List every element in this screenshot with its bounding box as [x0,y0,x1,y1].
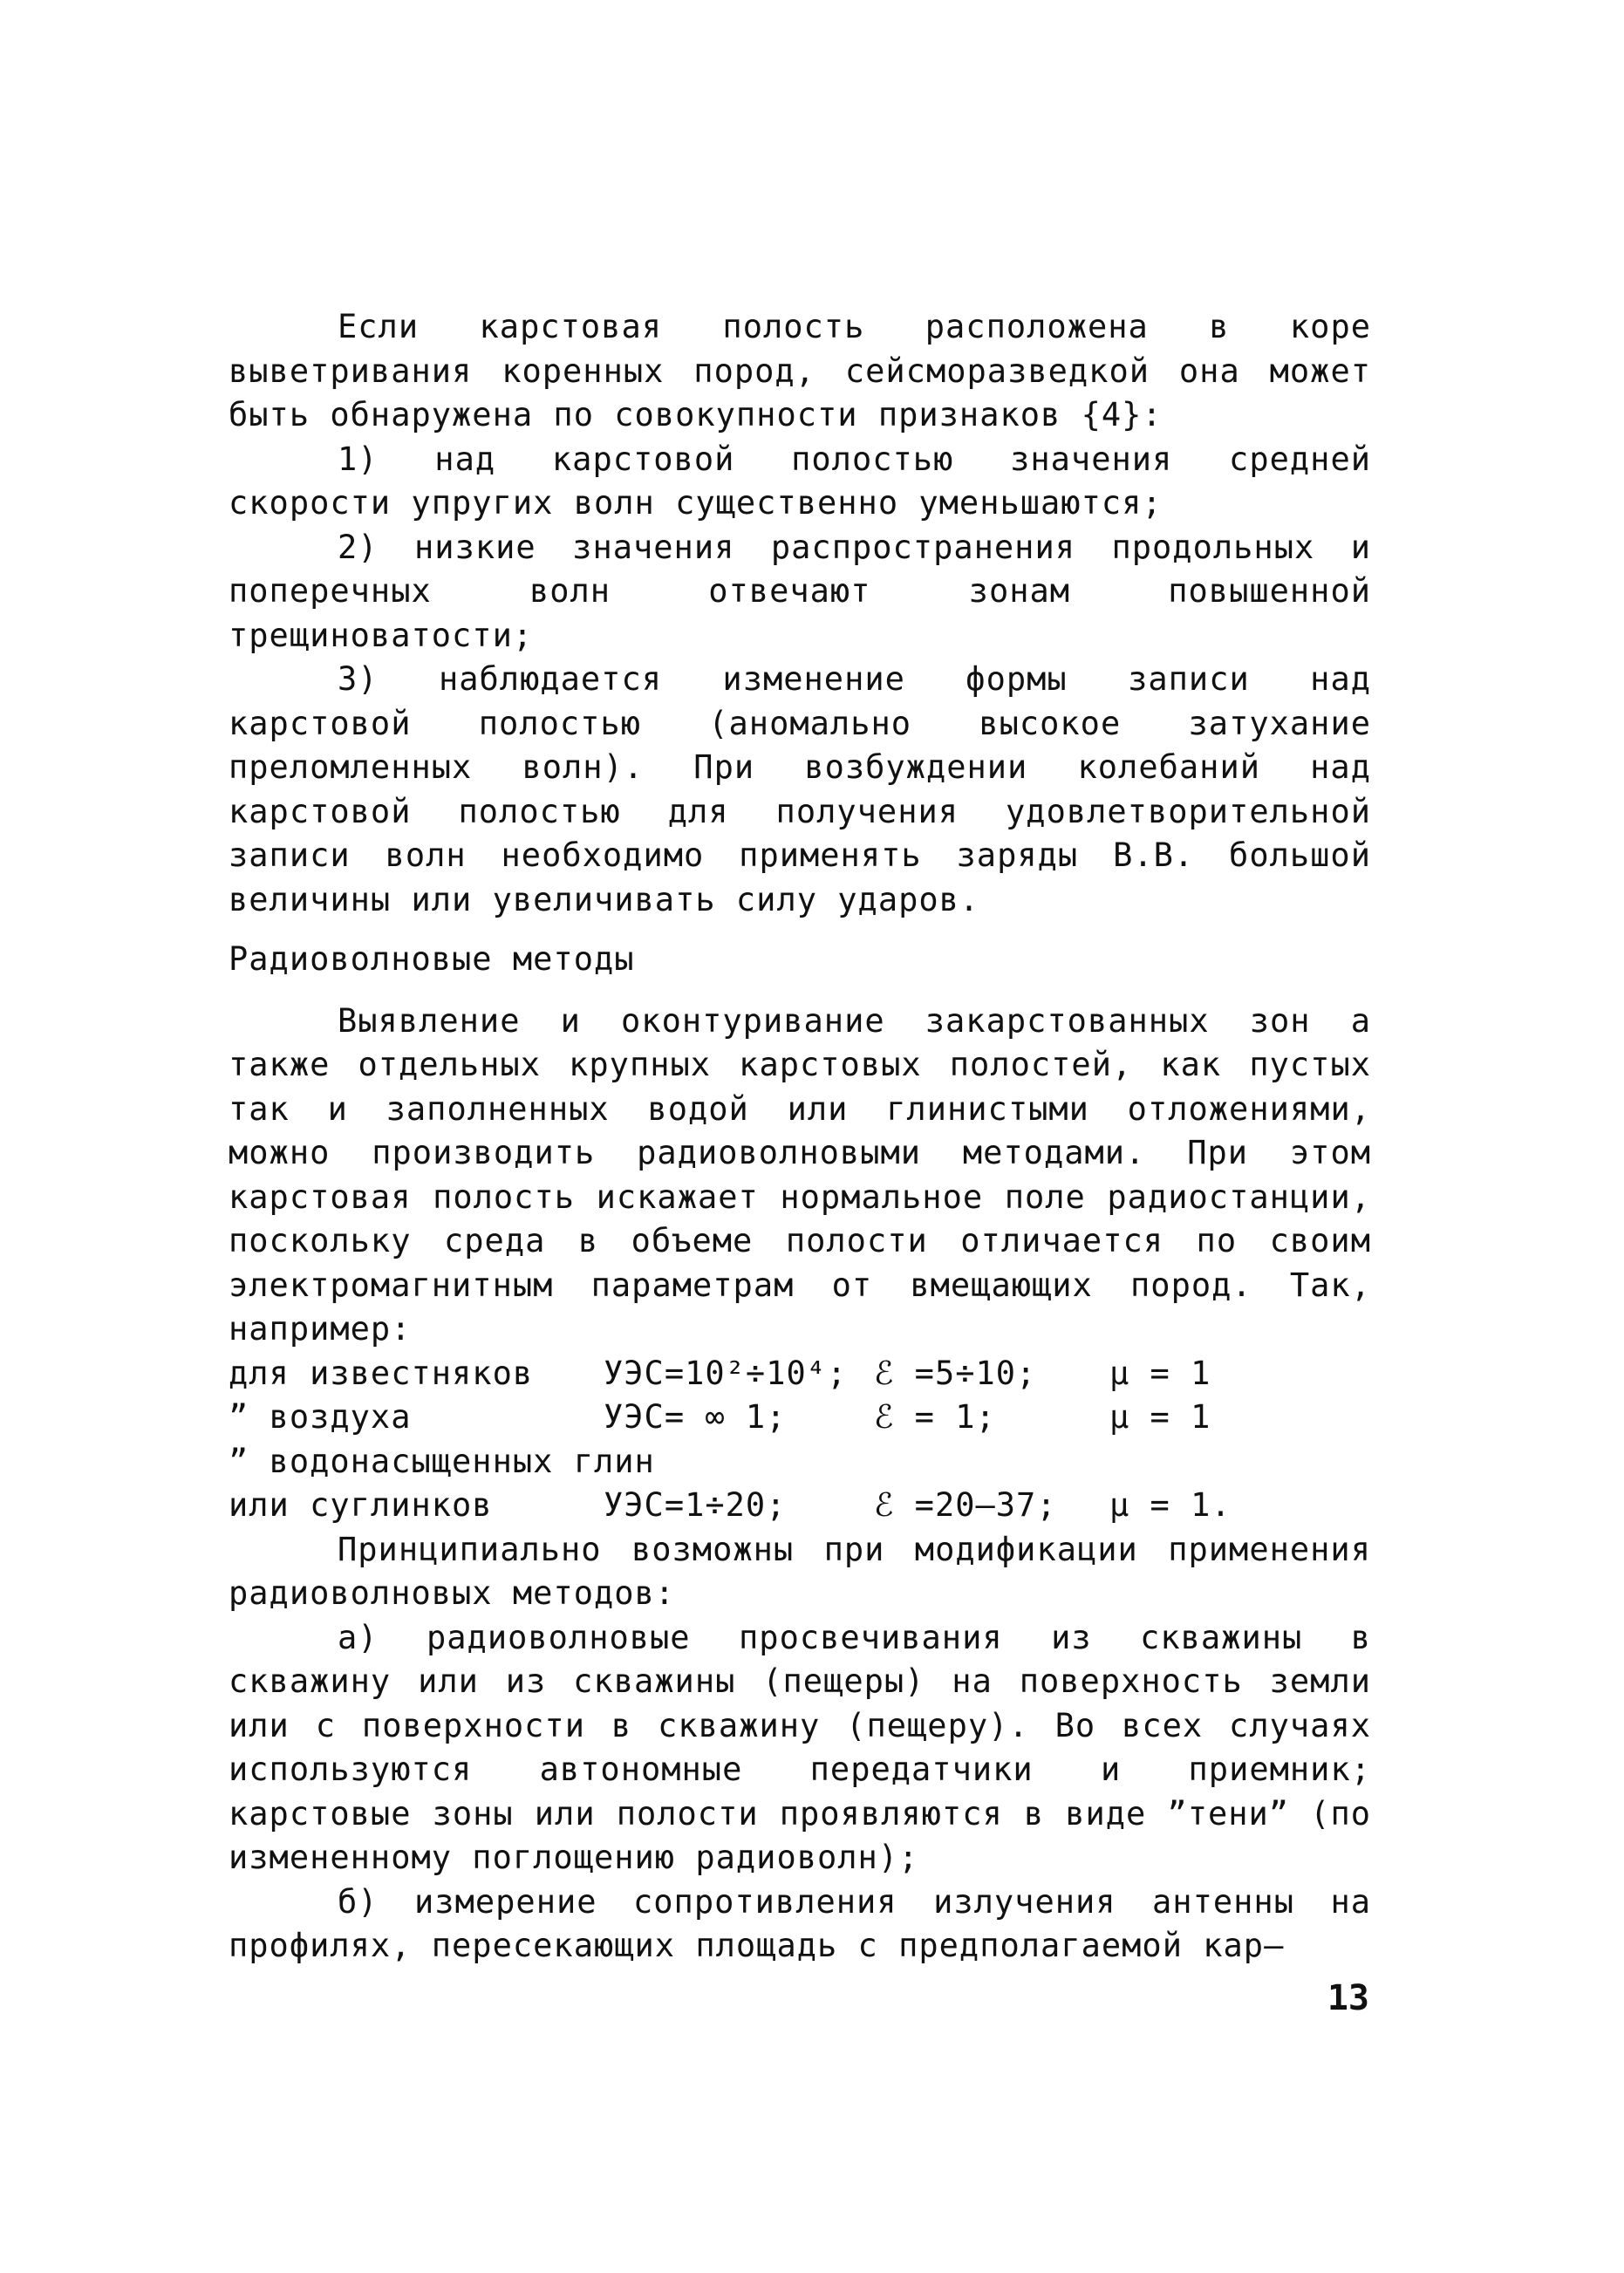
main-text [229,305,1371,1969]
resistivity-value: УЭС=10²÷10⁴; [604,1354,848,1392]
permittivity-value: ℰ =5÷10; [874,1354,1037,1392]
list-item-2: 2) низкие значения распространения продольных и поперечных волн отвечают зонам повышенной трещиноватости; [229,528,1371,654]
permeability-value: μ = 1 [1109,1398,1211,1436]
paragraph-radiowave: Выявление и оконтуривание закарстованных зон а также отдельных крупных карстовых полостей, как пустых так и заполненных водой или глинистыми отложениями, можно производить радиоволновыми методами. При этом карстовая полость искажает нормальное поле радиостанции, поскольку среда в объеме полости отличается по своим электромагнитным параметрам от вмещающих пород. Так, например: [229,1001,1371,1348]
material-name: для известняков [229,1354,534,1392]
material-name: или суглинков [229,1486,493,1524]
list-item-1: 1) над карстовой полостью значения средней скорости упругих волн существенно уменьшаются; [229,440,1371,522]
list-item-b: б) измерение сопротивления излучения антенны на профилях, пересекающих площадь с предполагаемой кар– [229,1882,1371,1964]
table-row [229,1440,1371,1485]
list-item-a: а) радиоволновые просвечивания из скважины в скважину или из скважины (пещеры) на поверхность земли или с поверхности в скважину (пещеру). Во всех случаях используются автономные передатчики и приемник; карстовые зоны или полости проявляются в виде ”тени” (по измененному поглощению радиоволн); [229,1618,1371,1876]
section-heading: Радиоволновые методы [229,940,635,978]
table-row [229,1352,1371,1396]
list-item-3: 3) наблюдается изменение формы записи над карстовой полостью (аномально высокое затухание преломленных волн). При возбуждении колебаний над карстовой полостью для получения удовлетворительной записи волн необходимо применять заряды В.В. большой величины или увеличивать силу ударов. [229,660,1371,918]
table-row [229,1484,1371,1528]
resistivity-value: УЭС= ∞ 1; [604,1398,787,1436]
resistivity-value: УЭС=1÷20; [604,1486,787,1524]
paragraph-modifications: Принципиально возможны при модификации применения радиоволновых методов: [229,1530,1371,1612]
material-name: ” водонасыщенных глин [229,1442,655,1480]
page-number: 13 [1327,1978,1369,2018]
permeability-value: μ = 1. [1109,1486,1232,1524]
properties-table [229,1352,1371,1528]
permittivity-value: ℰ = 1; [874,1398,996,1436]
permittivity-value: ℰ =20–37; [874,1486,1057,1524]
material-name: ” воздуха [229,1398,412,1436]
paragraph-intro: Если карстовая полость расположена в коре выветривания коренных пород, сейсморазведкой она может быть обнаружена по совокупности признаков {4}: [229,308,1371,433]
table-row [229,1396,1371,1440]
permeability-value: μ = 1 [1109,1354,1211,1392]
